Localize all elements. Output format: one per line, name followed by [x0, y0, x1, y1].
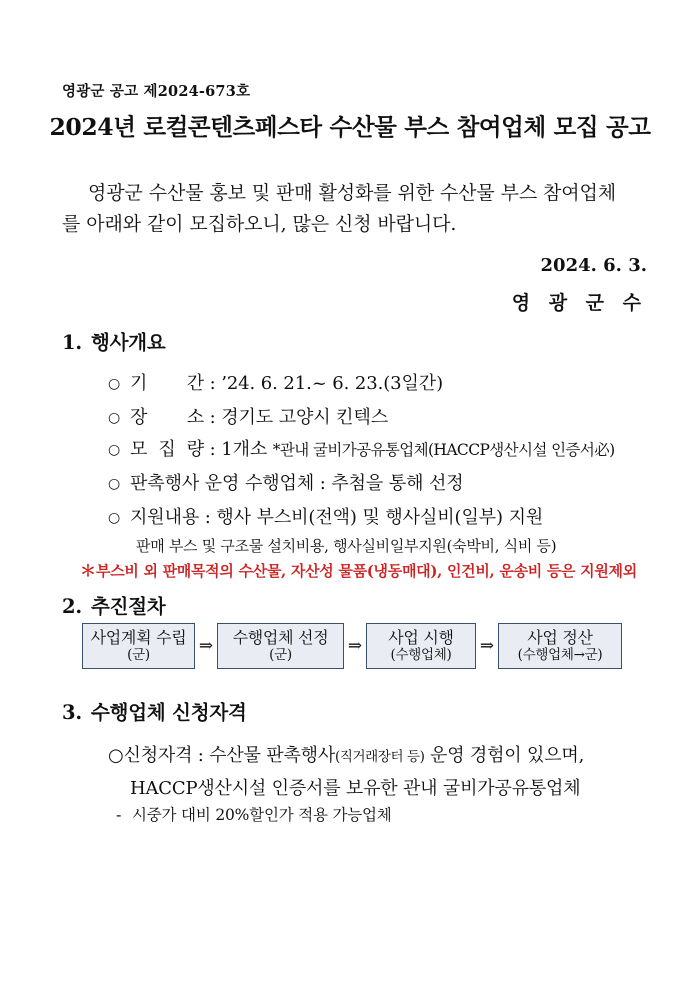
intro-line-1: 영광군 수산물 홍보 및 판매 활성화를 위한 수산물 부스 참여업체 [88, 182, 617, 204]
signer-title: 영 광 군 수 [511, 292, 647, 314]
flow-step-1-actor: (군) [127, 647, 150, 663]
section-1-heading [62, 327, 166, 355]
place-label: 장 소 [130, 407, 204, 428]
qualification-tail: 운영 경험이 있으며, [424, 745, 585, 766]
flow-step-3-actor: (수행업체) [390, 647, 452, 663]
bullet-circle-icon: ○ [108, 476, 121, 492]
list-item-operator [108, 469, 464, 495]
flow-step-1-title: 사업계획 수립 [90, 628, 187, 647]
section-2-heading [62, 591, 166, 619]
list-item-qualification [108, 740, 668, 804]
operator-value: : 추첨을 통해 선정 [319, 473, 464, 494]
bullet-circle-icon: ○ [108, 510, 121, 526]
notice-number: 영광군 공고 제2024-673호 [62, 83, 251, 100]
list-item-support [108, 503, 543, 529]
section-1-title: 행사개요 [90, 331, 166, 354]
qualification-label: 신청자격 : 수산물 판촉행사 [123, 745, 336, 766]
qualification-note: (직거래장터 등) [335, 749, 425, 765]
bullet-circle-icon: ○ [108, 442, 121, 458]
intro-line-2: 를 아래와 같이 모집하오니, 많은 신청 바랍니다. [62, 213, 457, 235]
section-2-number: 2. [62, 595, 82, 618]
list-item-discount [116, 803, 392, 825]
period-value: : ’24. 6. 21.~ 6. 23.(3일간) [209, 373, 444, 394]
page-title: 2024년 로컬콘텐츠페스타 수산물 부스 참여업체 모집 공고 [49, 113, 651, 141]
list-item-amount [108, 435, 615, 461]
bullet-circle-icon: ○ [108, 376, 121, 392]
amount-value: : 1개소 [209, 439, 268, 460]
list-item-period [108, 369, 443, 395]
flow-arrow-icon-3: ⇒ [479, 635, 495, 656]
flow-step-4 [498, 623, 622, 669]
support-label: 지원내용 [130, 507, 200, 528]
flow-step-2 [217, 623, 344, 669]
bullet-circle-icon: ○ [108, 410, 121, 426]
section-3-title: 수행업체 신청자격 [90, 701, 247, 724]
flow-step-4-title: 사업 정산 [527, 628, 593, 647]
qualification-line-2: HACCP생산시설 인증서를 보유한 관내 굴비가공유통업체 [130, 778, 581, 799]
flow-step-3 [366, 623, 476, 669]
support-detail-text: 판매 부스 및 구조물 설치비용, 행사실비일부지원(숙박비, 식비 등) [136, 537, 557, 555]
discount-text: 시중가 대비 20%할인가 적용 가능업체 [132, 806, 392, 824]
list-item-support-detail [120, 535, 556, 556]
flow-step-3-title: 사업 시행 [388, 628, 454, 647]
intro-paragraph [62, 178, 647, 240]
qualification-line-1 [108, 740, 668, 773]
flow-arrow-icon-2: ⇒ [347, 635, 363, 656]
amount-note: *관내 굴비가공유통업체(HACCP생산시설 인증서必) [272, 441, 615, 459]
section-1-number: 1. [62, 331, 82, 354]
period-label: 기 간 [130, 373, 204, 394]
flow-step-2-actor: (군) [269, 647, 292, 663]
section-3-number: 3. [62, 701, 82, 724]
section-3-heading [62, 697, 247, 725]
bullet-circle-icon: ○ [108, 745, 124, 766]
flow-step-4-actor: (수행업체→군) [517, 647, 603, 663]
process-flow-diagram [82, 621, 622, 671]
amount-label: 모 집 량 [130, 439, 204, 460]
issue-date: 2024. 6. 3. [540, 255, 647, 276]
flow-step-2-title: 수행업체 선정 [232, 628, 329, 647]
support-value: : 행사 부스비(전액) 및 행사실비(일부) 지원 [204, 507, 544, 528]
section-2-title: 추진절차 [90, 595, 166, 618]
list-item-place [108, 403, 388, 429]
dash-marker-icon: - [116, 805, 122, 824]
place-value: : 경기도 고양시 킨텍스 [209, 407, 389, 428]
operator-label: 판촉행사 운영 수행업체 [130, 473, 315, 494]
flow-step-1 [82, 623, 195, 669]
exclusion-warning-text: 부스비 외 판매목적의 수산물, 자산성 물품(냉동매대), 인건비, 운송비 등은 지원제외 [96, 562, 637, 580]
flow-arrow-icon-1: ⇒ [198, 635, 214, 656]
asterisk-icon: ＊ [80, 561, 96, 580]
exclusion-warning [80, 558, 637, 581]
